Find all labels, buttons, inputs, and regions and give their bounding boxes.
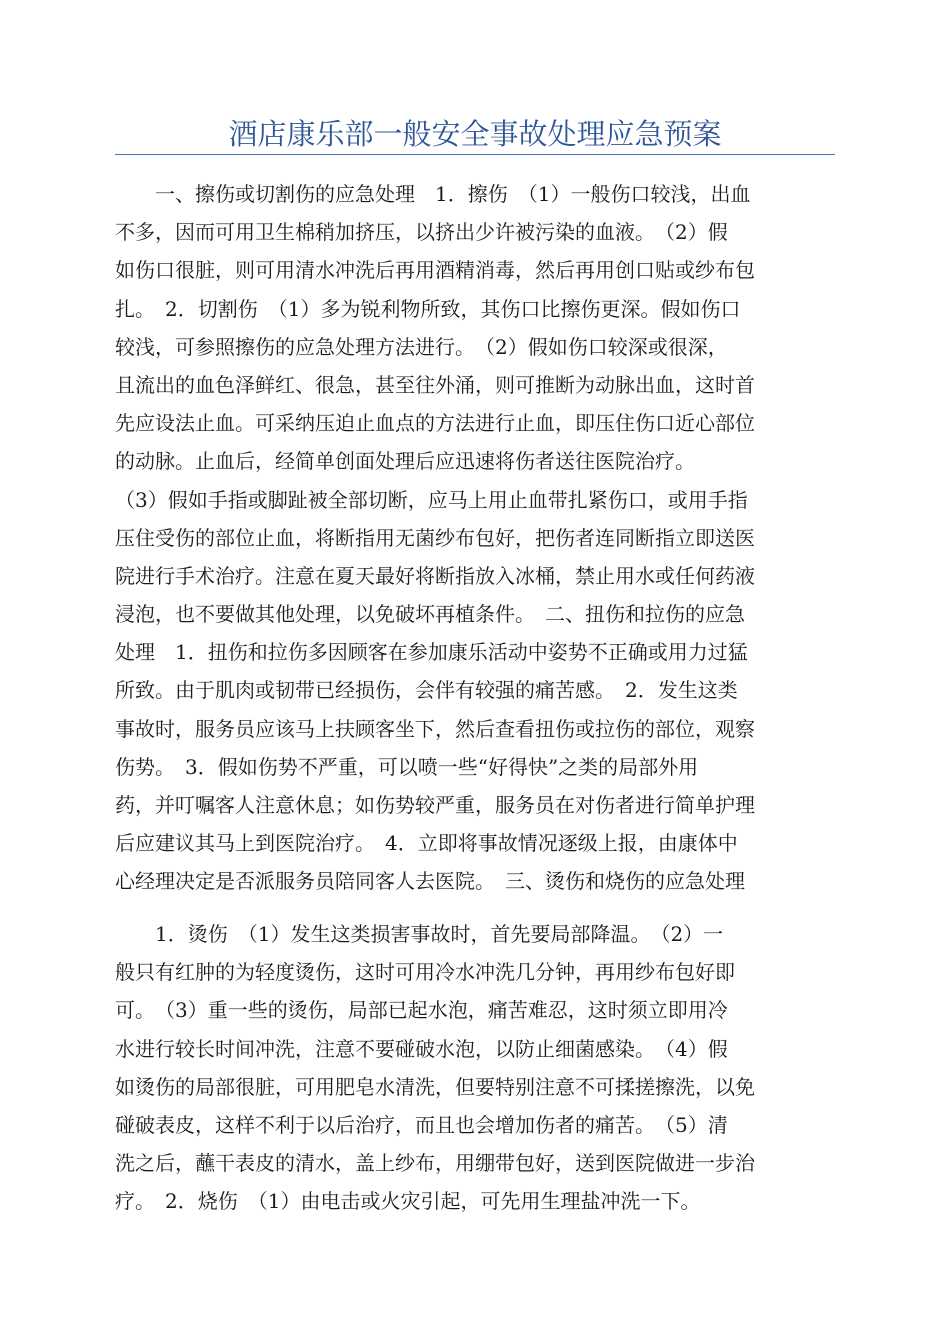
paragraph-line: 后应建议其马上到医院治疗。 4．立即将事故情况逐级上报，由康体中 bbox=[115, 831, 738, 856]
paragraph-line: 般只有红肿的为轻度烫伤，这时可用冷水冲洗几分钟，再用纱布包好即 bbox=[115, 960, 735, 985]
paragraph-line: 如烫伤的局部很脏，可用肥皂水清洗，但要特别注意不可揉搓擦洗，以免 bbox=[115, 1074, 755, 1099]
paragraph-line: 较浅，可参照擦伤的应急处理方法进行。 （2）假如伤口较深或很深， bbox=[115, 334, 728, 359]
paragraph-line: 可。 （3）重一些的烫伤，局部已起水泡，痛苦难忍，这时须立即用冷 bbox=[115, 998, 728, 1023]
paragraph-line: 的动脉。止血后，经简单创面处理后应迅速将伤者送往医院治疗。 bbox=[115, 449, 695, 474]
paragraph-line: 水进行较长时间冲洗，注意不要碰破水泡，以防止细菌感染。 （4）假 bbox=[115, 1036, 728, 1061]
paragraph-line: 洗之后，蘸干表皮的清水，盖上纱布，用绷带包好，送到医院做进一步治 bbox=[115, 1151, 755, 1176]
paragraph-line: 扎。 2．切割伤 （1）多为锐利物所致，其伤口比擦伤更深。假如伤口 bbox=[115, 296, 741, 321]
paragraph-line: 疗。 2．烧伤 （1）由电击或火灾引起，可先用生理盐冲洗一下。 bbox=[115, 1189, 701, 1214]
paragraph-line: 压住受伤的部位止血，将断指用无菌纱布包好，把伤者连同断指立即送医 bbox=[115, 525, 755, 550]
paragraph-line: 且流出的血色泽鲜红、很急，甚至往外涌，则可推断为动脉出血，这时首 bbox=[115, 372, 755, 397]
paragraph-line: 1．烫伤 （1）发生这类损害事故时，首先要局部降温。 （2）一 bbox=[115, 922, 724, 946]
paragraph-line: 处理 1．扭伤和拉伤多因顾客在参加康乐活动中姿势不正确或用力过猛 bbox=[115, 640, 748, 665]
paragraph-line: 不多，因而可用卫生棉稍加挤压，以挤出少许被污染的血液。 （2）假 bbox=[115, 220, 728, 245]
document-title: 酒店康乐部一般安全事故处理应急预案 bbox=[228, 117, 722, 151]
body-paragraph-first bbox=[115, 175, 835, 901]
paragraph-line: 院进行手术治疗。注意在夏天最好将断指放入冰桶，禁止用水或任何药液 bbox=[115, 563, 755, 588]
body-paragraph-second bbox=[115, 915, 835, 1221]
paragraph-line: 心经理决定是否派服务员陪同客人去医院。 三、烫伤和烧伤的应急处理 bbox=[115, 869, 745, 894]
title-underline bbox=[115, 154, 835, 155]
paragraph-line: 伤势。 3．假如伤势不严重，可以喷一些“好得快”之类的局部外用 bbox=[115, 754, 699, 779]
paragraph-line: 浸泡，也不要做其他处理，以免破坏再植条件。 二、扭伤和拉伤的应急 bbox=[115, 602, 745, 627]
paragraph-line: 事故时，服务员应该马上扶顾客坐下，然后查看扭伤或拉伤的部位，观察 bbox=[115, 716, 755, 741]
paragraph-line: 所致。由于肌肉或韧带已经损伤，会伴有较强的痛苦感。 2．发生这类 bbox=[115, 678, 738, 703]
paragraph-line: 一、擦伤或切割伤的应急处理 1．擦伤 （1）一般伤口较浅，出血 bbox=[115, 182, 751, 206]
paragraph-line: （3）假如手指或脚趾被全部切断，应马上用止血带扎紧伤口，或用手指 bbox=[115, 487, 748, 512]
paragraph-line: 碰破表皮，这样不利于以后治疗，而且也会增加伤者的痛苦。 （5）清 bbox=[115, 1112, 728, 1137]
paragraph-line: 先应设法止血。可采纳压迫止血点的方法进行止血，即压住伤口近心部位 bbox=[115, 411, 755, 436]
paragraph-line: 如伤口很脏，则可用清水冲洗后再用酒精消毒，然后再用创口贴或纱布包 bbox=[115, 258, 755, 283]
paragraph-line: 药，并叮嘱客人注意休息；如伤势较严重，服务员在对伤者进行简单护理 bbox=[115, 793, 755, 817]
